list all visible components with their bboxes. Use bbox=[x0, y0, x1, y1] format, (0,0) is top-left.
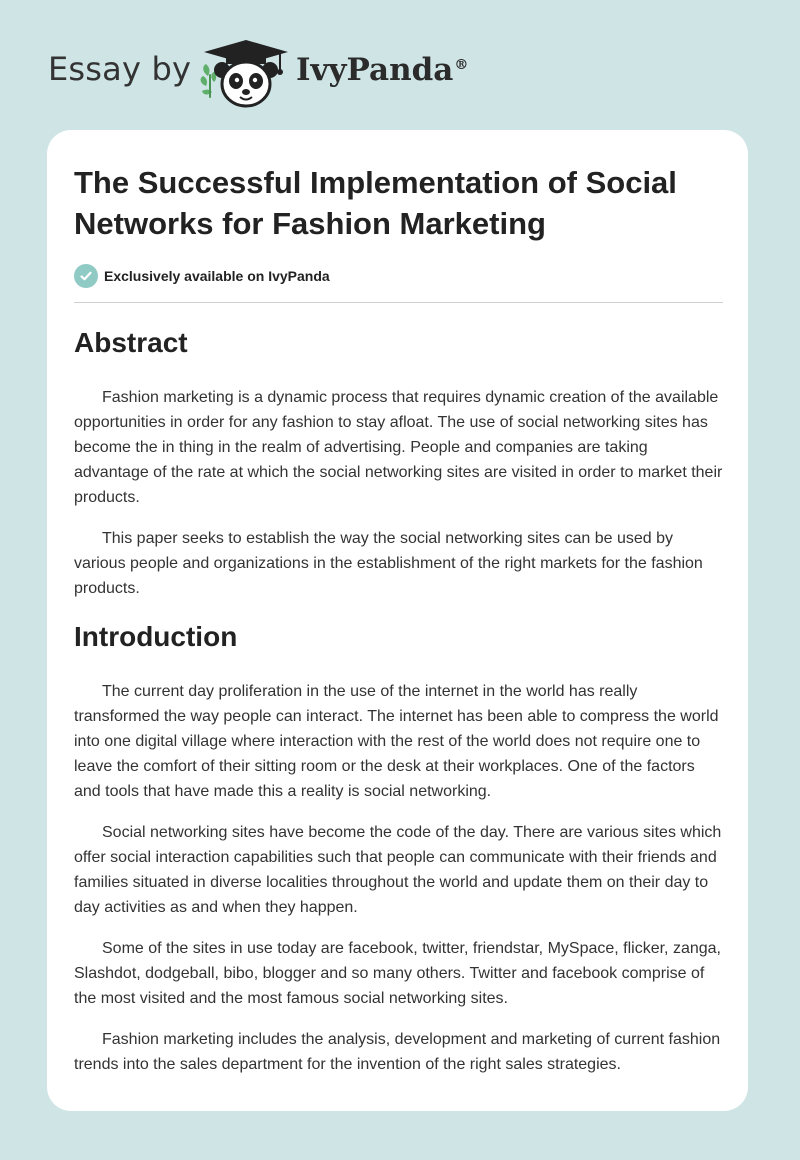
section-heading-abstract: Abstract bbox=[74, 327, 188, 358]
panda-graduate-icon[interactable] bbox=[200, 36, 292, 110]
brand-name[interactable] bbox=[296, 52, 468, 88]
paragraph: The current day proliferation in the use of the internet in the world has really transformed the way people can interact. The internet has been able to compress the world into one digital village where interaction with the rest of the world does not require one to leave the comfort of their sitting room or the desk at their workplaces. One of the factors and tools that have made this a reality is social networking. bbox=[74, 683, 719, 800]
exclusive-badge bbox=[74, 263, 330, 289]
brand-label: IvyPanda bbox=[296, 52, 454, 88]
site-header bbox=[0, 0, 800, 120]
registered-mark: ® bbox=[454, 56, 469, 73]
paragraph: Fashion marketing is a dynamic process that requires dynamic creation of the available opportunities in order for any fashion to stay afloat. The use of social networking sites has become the in thing in the realm of advertising. People and companies are taking advantage of the rate at which the social networking sites are visited in order to market their products. bbox=[74, 389, 723, 506]
title-divider bbox=[74, 302, 723, 303]
page-title: The Successful Implementation of Social Networks for Fashion Marketing bbox=[74, 165, 677, 241]
paragraph: Some of the sites in use today are facebook, twitter, friendstar, MySpace, flicker, zanga, Slashdot, dodgeball, bibo, blogger and so many others. Twitter and facebook comprise of the most visited and the most famous social networking sites. bbox=[74, 940, 721, 1007]
check-circle-icon bbox=[74, 264, 98, 288]
badge-label: Exclusively available on IvyPanda bbox=[104, 268, 330, 284]
paragraph: This paper seeks to establish the way the social networking sites can be used by various people and organizations in the establishment of the right markets for the fashion products. bbox=[74, 530, 703, 597]
essay-by-label: Essay by bbox=[48, 50, 192, 88]
paragraph: Social networking sites have become the code of the day. There are various sites which offer social interaction capabilities such that people can communicate with their friends and families situated in diverse localities throughout the world and update them on their day to day activities as and when they happen. bbox=[74, 824, 722, 916]
paragraph: Fashion marketing includes the analysis, development and marketing of current fashion trends into the sales department for the invention of the right sales strategies. bbox=[74, 1031, 721, 1073]
essay-card bbox=[47, 130, 748, 1111]
section-heading-introduction: Introduction bbox=[74, 621, 238, 652]
